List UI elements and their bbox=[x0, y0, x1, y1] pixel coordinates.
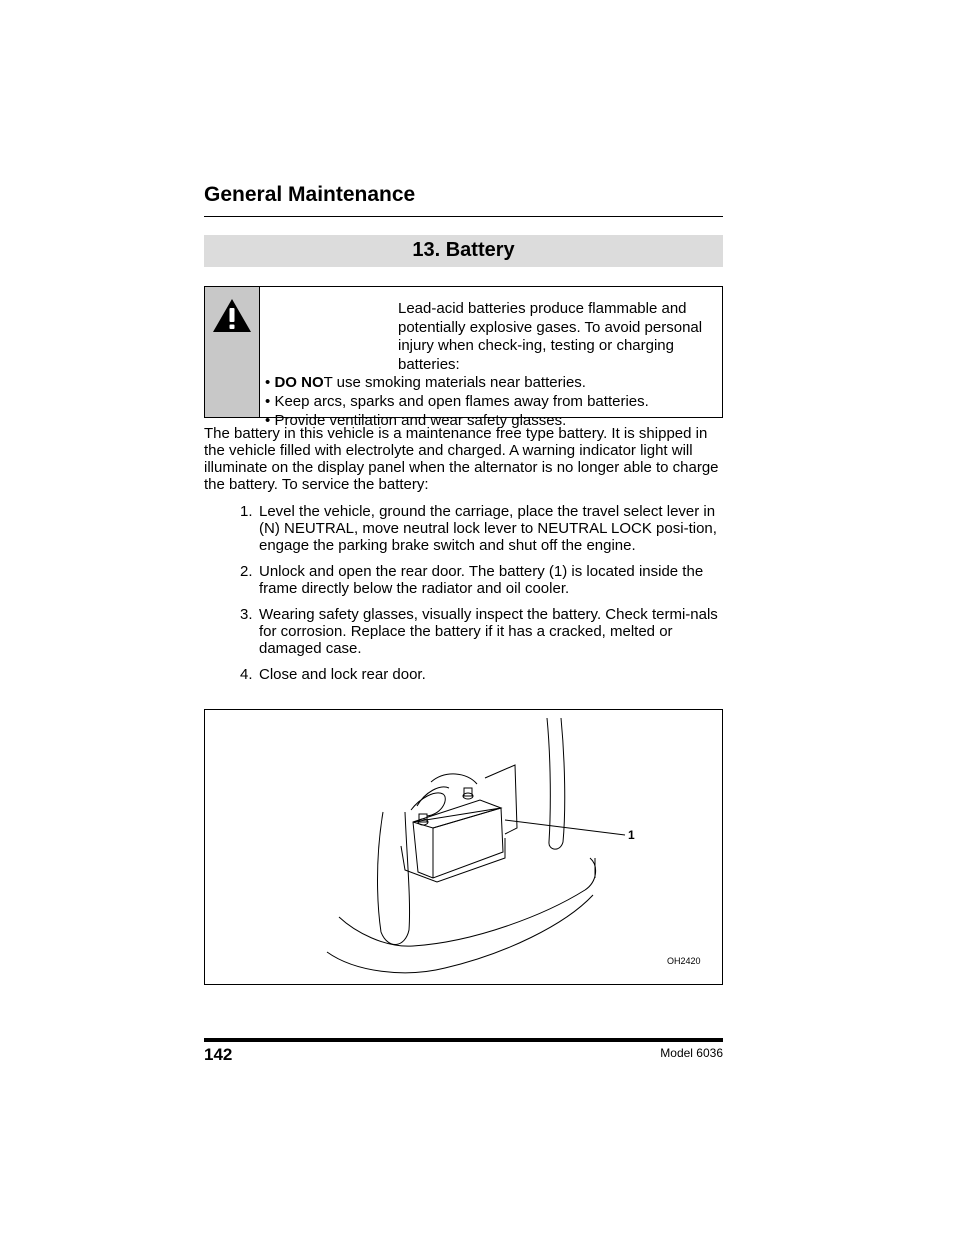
warning-bullet-1 bbox=[265, 374, 717, 393]
bullet-symbol: • bbox=[265, 374, 271, 392]
figure-code: OH2420 bbox=[667, 956, 701, 966]
intro-paragraph: The battery in this vehicle is a maintenance free type battery. It is shipped in the vehicle filled with electrolyte and charged. A warning indicator light will illuminate on the display panel when the alternator is no longer able to charge the battery. To service the battery: bbox=[204, 425, 719, 493]
warning-bullet-text: Keep arcs, sparks and open flames away from batteries. bbox=[274, 392, 649, 410]
step-item bbox=[240, 503, 725, 554]
page-number: 142 bbox=[204, 1045, 233, 1064]
bullet-symbol: • bbox=[265, 411, 271, 429]
chapter-bar bbox=[204, 235, 723, 267]
warning-bullet-text: Provide ventilation and wear safety glasses. bbox=[274, 411, 567, 429]
step-text: Close and lock rear door. bbox=[259, 666, 426, 683]
warning-bullet-text: T use smoking materials near batteries. bbox=[323, 374, 586, 392]
model-label: Model 6036 bbox=[660, 1046, 723, 1060]
bullet-symbol: • bbox=[265, 392, 271, 410]
warning-lead-text: Lead-acid batteries produce flammable and potentially explosive gases. To avoid personal injury when check-ing, testing or charging batteries: bbox=[398, 300, 703, 373]
warning-sidebar bbox=[205, 287, 260, 417]
procedure-steps bbox=[240, 503, 725, 692]
footer-divider bbox=[204, 1038, 723, 1042]
step-text: Unlock and open the rear door. The battery (1) is located inside the frame directly below the radiator and oil cooler. bbox=[259, 563, 704, 597]
battery-illustration bbox=[205, 710, 722, 984]
step-number: 1. bbox=[240, 503, 253, 520]
title-divider bbox=[204, 216, 723, 217]
step-text: Level the vehicle, ground the carriage, place the travel select lever in (N) NEUTRAL, move neutral lock lever to NEUTRAL LOCK posi-tion, engage the parking brake switch and shut off the engine. bbox=[259, 503, 717, 554]
step-number: 4. bbox=[240, 666, 253, 683]
section-title: General Maintenance bbox=[204, 183, 416, 206]
warning-text bbox=[265, 300, 717, 430]
warning-box bbox=[204, 286, 723, 429]
callout-label: 1 bbox=[628, 828, 635, 842]
step-item bbox=[240, 666, 725, 683]
warning-bullet-bold: DO NO bbox=[274, 374, 324, 392]
step-number: 2. bbox=[240, 563, 253, 580]
step-item bbox=[240, 563, 725, 597]
step-number: 3. bbox=[240, 606, 253, 623]
warning-triangle-icon bbox=[211, 297, 253, 335]
step-text: Wearing safety glasses, visually inspect the battery. Check termi-nals for corrosion. Replace the battery if it has a cracked, melted or damaged case. bbox=[259, 606, 718, 657]
warning-bullet-2 bbox=[265, 393, 717, 412]
battery-figure bbox=[204, 709, 723, 985]
step-item bbox=[240, 606, 725, 657]
chapter-title: 13. Battery bbox=[412, 239, 515, 261]
